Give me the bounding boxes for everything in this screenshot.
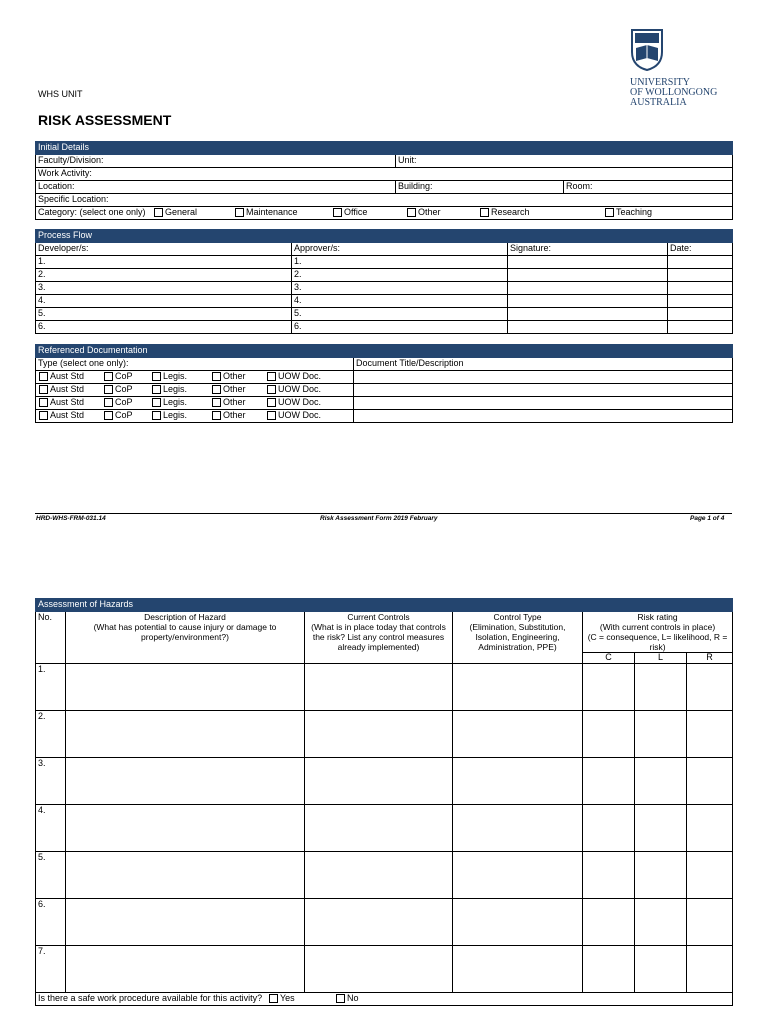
category-teaching-label: Teaching (616, 207, 653, 217)
control-type-cell[interactable] (453, 711, 583, 758)
consequence-cell[interactable] (583, 758, 635, 805)
option-uow-doc: UOW Doc. (278, 371, 322, 381)
footer-doc-code: HRD-WHS-FRM-031.14 (36, 515, 106, 522)
consequence-cell[interactable] (583, 711, 635, 758)
current-controls-cell[interactable] (305, 946, 453, 993)
checkbox-icon[interactable] (212, 385, 221, 394)
option-aust-std: Aust Std (50, 384, 85, 394)
signature-cell[interactable] (508, 282, 668, 295)
option-uow-doc: UOW Doc. (278, 410, 322, 420)
developer-row[interactable]: 2. (36, 269, 292, 282)
category-label: Category: (select one only) (38, 207, 146, 217)
option-other: Other (223, 397, 246, 407)
checkbox-icon[interactable] (152, 398, 161, 407)
hazard-description-cell[interactable] (66, 805, 305, 852)
likelihood-cell[interactable] (635, 852, 687, 899)
developer-row[interactable]: 4. (36, 295, 292, 308)
option-cop: CoP (115, 410, 133, 420)
university-logo (630, 28, 718, 108)
process-flow-table (35, 229, 733, 334)
checkbox-icon[interactable] (235, 208, 244, 217)
consequence-cell[interactable] (583, 852, 635, 899)
category-other-label: Other (418, 207, 441, 217)
approver-row[interactable]: 3. (292, 282, 508, 295)
hazards-heading: Assessment of Hazards (36, 599, 733, 612)
current-controls-cell[interactable] (305, 852, 453, 899)
developer-row[interactable]: 6. (36, 321, 292, 334)
control-type-cell[interactable] (453, 852, 583, 899)
signature-cell[interactable] (508, 256, 668, 269)
risk-cell[interactable] (687, 805, 733, 852)
current-controls-header: Current Controls (What is in place today that controls the risk? List any control measures already implemented) (305, 612, 453, 664)
consequence-cell[interactable] (583, 946, 635, 993)
option-legis: Legis. (163, 397, 188, 407)
option-cop: CoP (115, 384, 133, 394)
approver-row[interactable]: 4. (292, 295, 508, 308)
option-other: Other (223, 384, 246, 394)
risk-cell[interactable] (687, 946, 733, 993)
checkbox-icon[interactable] (267, 372, 276, 381)
current-controls-cell[interactable] (305, 899, 453, 946)
doc-title-field[interactable] (354, 397, 733, 410)
hazard-description-cell[interactable] (66, 899, 305, 946)
checkbox-icon[interactable] (212, 372, 221, 381)
type-label: Type (select one only): (36, 358, 354, 371)
initial-details-heading: Initial Details (36, 142, 733, 155)
approver-row[interactable]: 5. (292, 308, 508, 321)
control-type-cell[interactable] (453, 758, 583, 805)
signature-cell[interactable] (508, 269, 668, 282)
consequence-cell[interactable] (583, 899, 635, 946)
checkbox-icon[interactable] (269, 994, 278, 1003)
developer-row[interactable]: 1. (36, 256, 292, 269)
date-cell[interactable] (668, 256, 733, 269)
consequence-header: C (583, 653, 635, 664)
likelihood-cell[interactable] (635, 758, 687, 805)
hazard-description-cell[interactable] (66, 664, 305, 711)
checkbox-icon[interactable] (152, 411, 161, 420)
no-header: No. (36, 612, 66, 664)
approver-header: Approver/s: (292, 243, 508, 256)
control-type-cell[interactable] (453, 899, 583, 946)
risk-cell[interactable] (687, 899, 733, 946)
footer-page-number: Page 1 of 4 (690, 515, 725, 522)
consequence-cell[interactable] (583, 805, 635, 852)
category-general-label: General (165, 207, 198, 217)
control-type-cell[interactable] (453, 664, 583, 711)
category-other[interactable] (407, 207, 441, 218)
doc-title-field[interactable] (354, 371, 733, 384)
risk-cell[interactable] (687, 664, 733, 711)
current-controls-cell[interactable] (305, 664, 453, 711)
checkbox-icon[interactable] (605, 208, 614, 217)
date-cell[interactable] (668, 308, 733, 321)
unit-label: WHS UNIT (38, 89, 83, 99)
checkbox-icon[interactable] (39, 385, 48, 394)
checkbox-icon[interactable] (267, 398, 276, 407)
checkbox-icon[interactable] (152, 385, 161, 394)
logo-line-2: OF WOLLONGONG (630, 87, 718, 98)
current-controls-cell[interactable] (305, 758, 453, 805)
control-type-header: Control Type (Elimination, Substitution, Isolation, Engineering, Administration, PPE) (453, 612, 583, 664)
room-field[interactable]: Room: (564, 181, 733, 194)
faculty-field[interactable]: Faculty/Division: (36, 155, 396, 168)
checkbox-icon[interactable] (104, 398, 113, 407)
doc-title-field[interactable] (354, 384, 733, 397)
initial-details-table (35, 141, 733, 220)
risk-cell[interactable] (687, 711, 733, 758)
option-cop: CoP (115, 371, 133, 381)
risk-cell[interactable] (687, 852, 733, 899)
likelihood-cell[interactable] (635, 899, 687, 946)
option-legis: Legis. (163, 384, 188, 394)
doc-title-field[interactable] (354, 410, 733, 423)
hazard-description-cell[interactable] (66, 852, 305, 899)
hazard-row-number: 2. (36, 711, 66, 758)
date-header: Date: (668, 243, 733, 256)
date-cell[interactable] (668, 269, 733, 282)
doc-type-options (36, 384, 354, 397)
process-flow-heading: Process Flow (36, 230, 733, 243)
referenced-docs-heading: Referenced Documentation (36, 345, 733, 358)
option-uow-doc: UOW Doc. (278, 397, 322, 407)
doc-type-options (36, 371, 354, 384)
category-research-label: Research (491, 207, 530, 217)
hazard-row-number: 1. (36, 664, 66, 711)
checkbox-icon[interactable] (39, 411, 48, 420)
risk-rating-header: Risk rating (With current controls in place) (C = consequence, L= likelihood, R = risk) (583, 612, 733, 653)
swp-question: Is there a safe work procedure available for this activity? (38, 993, 263, 1003)
category-row (36, 207, 733, 220)
developer-header: Developer/s: (36, 243, 292, 256)
developer-row[interactable]: 3. (36, 282, 292, 295)
page-title: RISK ASSESSMENT (38, 112, 172, 128)
footer-rule (35, 513, 732, 514)
doc-title-label: Document Title/Description (354, 358, 733, 371)
consequence-cell[interactable] (583, 664, 635, 711)
category-maintenance[interactable] (235, 207, 298, 218)
approver-row[interactable]: 2. (292, 269, 508, 282)
hazard-description-cell[interactable] (66, 711, 305, 758)
checkbox-icon[interactable] (39, 372, 48, 381)
checkbox-icon[interactable] (333, 208, 342, 217)
option-legis: Legis. (163, 410, 188, 420)
signature-cell[interactable] (508, 308, 668, 321)
option-cop: CoP (115, 397, 133, 407)
referenced-docs-table (35, 344, 733, 423)
checkbox-icon[interactable] (480, 208, 489, 217)
checkbox-icon[interactable] (104, 411, 113, 420)
checkbox-icon[interactable] (212, 411, 221, 420)
likelihood-header: L (635, 653, 687, 664)
crest-icon (630, 28, 664, 72)
checkbox-icon[interactable] (267, 385, 276, 394)
hazard-row-number: 7. (36, 946, 66, 993)
date-cell[interactable] (668, 321, 733, 334)
category-general[interactable] (154, 207, 197, 218)
option-uow-doc: UOW Doc. (278, 384, 322, 394)
checkbox-icon[interactable] (407, 208, 416, 217)
swp-no-option[interactable] (336, 993, 359, 1004)
swp-no-label: No (347, 993, 359, 1003)
risk-header: R (687, 653, 733, 664)
logo-line-1: UNIVERSITY (630, 77, 690, 88)
checkbox-icon[interactable] (154, 208, 163, 217)
date-cell[interactable] (668, 295, 733, 308)
hazard-description-cell[interactable] (66, 758, 305, 805)
option-aust-std: Aust Std (50, 397, 85, 407)
doc-type-options (36, 410, 354, 423)
checkbox-icon[interactable] (152, 372, 161, 381)
hazard-description-cell[interactable] (66, 946, 305, 993)
category-maintenance-label: Maintenance (246, 207, 298, 217)
hazard-row-number: 5. (36, 852, 66, 899)
approver-row[interactable]: 6. (292, 321, 508, 334)
logo-line-3: AUSTRALIA (630, 97, 687, 108)
description-header: Description of Hazard (What has potential to cause injury or damage to property/environment?) (66, 612, 305, 664)
hazard-row-number: 4. (36, 805, 66, 852)
checkbox-icon[interactable] (104, 372, 113, 381)
swp-yes-option[interactable] (269, 993, 295, 1004)
developer-row[interactable]: 5. (36, 308, 292, 321)
option-aust-std: Aust Std (50, 371, 85, 381)
checkbox-icon[interactable] (336, 994, 345, 1003)
hazard-row-number: 3. (36, 758, 66, 805)
signature-cell[interactable] (508, 321, 668, 334)
option-other: Other (223, 371, 246, 381)
unit-field[interactable]: Unit: (396, 155, 733, 168)
category-office[interactable] (333, 207, 367, 218)
checkbox-icon[interactable] (212, 398, 221, 407)
checkbox-icon[interactable] (39, 398, 48, 407)
category-teaching[interactable] (605, 207, 652, 218)
option-other: Other (223, 410, 246, 420)
likelihood-cell[interactable] (635, 711, 687, 758)
hazards-table (35, 598, 733, 1006)
doc-type-options (36, 397, 354, 410)
likelihood-cell[interactable] (635, 805, 687, 852)
swp-question-row (36, 993, 733, 1006)
location-field[interactable]: Location: (36, 181, 396, 194)
building-field[interactable]: Building: (396, 181, 564, 194)
control-type-cell[interactable] (453, 946, 583, 993)
specific-location-field[interactable]: Specific Location: (36, 194, 733, 207)
risk-cell[interactable] (687, 758, 733, 805)
likelihood-cell[interactable] (635, 664, 687, 711)
likelihood-cell[interactable] (635, 946, 687, 993)
category-office-label: Office (344, 207, 368, 217)
footer-doc-name: Risk Assessment Form 2019 February (320, 515, 438, 522)
approver-row[interactable]: 1. (292, 256, 508, 269)
signature-header: Signature: (508, 243, 668, 256)
work-activity-field[interactable]: Work Activity: (36, 168, 733, 181)
checkbox-icon[interactable] (104, 385, 113, 394)
category-research[interactable] (480, 207, 530, 218)
current-controls-cell[interactable] (305, 805, 453, 852)
date-cell[interactable] (668, 282, 733, 295)
current-controls-cell[interactable] (305, 711, 453, 758)
option-aust-std: Aust Std (50, 410, 85, 420)
control-type-cell[interactable] (453, 805, 583, 852)
signature-cell[interactable] (508, 295, 668, 308)
hazard-row-number: 6. (36, 899, 66, 946)
swp-yes-label: Yes (280, 993, 295, 1003)
option-legis: Legis. (163, 371, 188, 381)
checkbox-icon[interactable] (267, 411, 276, 420)
